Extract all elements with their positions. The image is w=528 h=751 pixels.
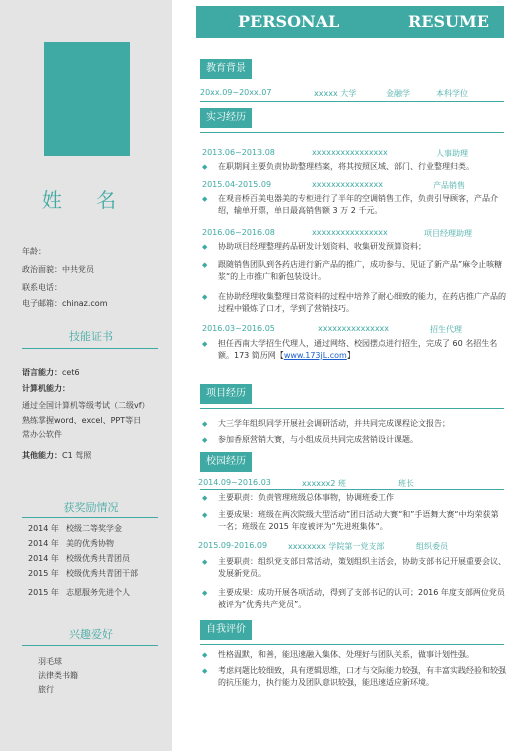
hobby-item: 羽毛球	[38, 657, 62, 666]
job-bullet: 担任西南大学招生代理人，通过网络、校园摆点进行招生，完成了 60 名招生名额。173 简历网【www.173jL.com】	[218, 339, 498, 360]
job-bullet: 在协助经理收集整理日常资料的过程中培养了耐心细致的能力，在药店推广产品的过程中锻炼了口才，学到了营销技巧。	[218, 292, 506, 313]
education-title: 教育背景	[200, 59, 252, 79]
skill-computer-line: 熟练掌握word、excel、PPT等日	[22, 416, 142, 425]
skill-other: 其他能力：C1 驾照	[22, 451, 92, 460]
hobbies-title: 兴趣爱好	[69, 628, 113, 641]
awards-divider	[22, 517, 158, 518]
skills-divider	[22, 348, 158, 349]
skill-computer-label: 计算机能力：	[22, 384, 70, 393]
experience-divider	[200, 132, 504, 133]
diamond-bullet-icon: ◆	[202, 340, 208, 348]
awards-title: 获奖励情况	[63, 501, 119, 514]
evaluation-bullet: 性格温默，和善，能迅速融入集体、处理好与团队关系，做事计划性强。	[218, 650, 474, 659]
project-divider	[200, 408, 504, 409]
diamond-bullet-icon: ◆	[202, 558, 208, 566]
info-phone: 联系电话：	[22, 283, 62, 292]
project-bullet: 参加香原营销大赛，与小组成员共同完成营销设计课题。	[218, 435, 418, 444]
diamond-bullet-icon: ◆	[202, 651, 208, 659]
campus-bullet: 主要成果：班级在两次院级大型活动”团日活动大赛“和”手语舞大赛“中均荣获第一名；班级在 2015 年度被评为”先进班集体“。	[218, 510, 499, 531]
evaluation-bullet: 考虑问题比较细致，具有逻辑思维，口才与交际能力较强，有丰富实践经验和较强的抗压能力，执行能力及团队意识较强，能迅速适应新环境。	[218, 666, 506, 687]
diamond-bullet-icon: ◆	[202, 436, 208, 444]
campus-bullet: 主要职责：组织党支部日常活动，策划组织主活会，协助支部书记开展重要会议、发展新党员。	[218, 557, 506, 578]
project-title: 项目经历	[200, 384, 252, 404]
project-bullet: 大三学年组织同学开展社会调研活动，并共同完成课程论文报告；	[218, 419, 450, 428]
campus-divider	[200, 489, 504, 490]
profile-photo-placeholder	[44, 42, 130, 156]
sidebar	[0, 0, 172, 751]
hobby-item: 法律类书籍	[38, 671, 78, 680]
diamond-bullet-icon: ◆	[202, 511, 208, 519]
diamond-bullet-icon: ◆	[202, 195, 208, 203]
evaluation-divider	[200, 644, 504, 645]
skill-language: 语言能力：cet6	[22, 368, 80, 377]
award-item: 2015 年 志愿服务先进个人	[28, 588, 130, 597]
job-bullet: 在观音桥百美电器美的专柜进行了半年的空调销售工作，负责引导顾客，产品介绍，输单开票，单日最高销售额 3 万 2 千元。	[218, 194, 498, 215]
award-item: 2015 年 校级优秀共青团干部	[28, 569, 138, 578]
info-political-status: 政治面貌：中共党员	[22, 265, 94, 274]
diamond-bullet-icon: ◆	[202, 494, 208, 502]
hobby-item: 旅行	[38, 685, 54, 694]
campus-bullet: 主要职责：负责管理班级总体事物，协调班委工作	[218, 493, 394, 502]
info-email: 电子邮箱：chinaz.com	[22, 299, 108, 308]
job-bullet: 在职期间主要负责协助整理档案，将其按照区域、部门、行业整理归类。	[218, 162, 474, 171]
info-age: 年龄：	[22, 247, 46, 256]
experience-title: 实习经历	[200, 108, 252, 128]
campus-bullet: 主要成果：成功开展各项活动，得到了支部书记的认可；2016 年度支部两位党员被评为“优秀共产党员”。	[218, 588, 505, 609]
job-bullet: 协助项目经理整理药品研发计划资料、收集研发预算资料；	[218, 242, 426, 251]
job-bullet: 跟随销售团队到各药店进行新产品的推广，成功参与、见证了新产品”麻令止咳糖浆“的上市推广和新包装设计。	[218, 260, 503, 281]
diamond-bullet-icon: ◆	[202, 667, 208, 675]
diamond-bullet-icon: ◆	[202, 420, 208, 428]
diamond-bullet-icon: ◆	[202, 261, 208, 269]
award-item: 2014 年 校级优秀共青团员	[28, 554, 130, 563]
evaluation-title: 自我评价	[200, 620, 252, 640]
diamond-bullet-icon: ◆	[202, 293, 208, 301]
resume-banner	[196, 6, 504, 38]
hobbies-divider	[22, 645, 158, 646]
campus-title: 校园经历	[200, 452, 252, 472]
education-divider	[200, 101, 504, 102]
diamond-bullet-icon: ◆	[202, 243, 208, 251]
candidate-name: 姓 名	[41, 188, 131, 212]
website-link[interactable]: www.173jL.com	[283, 351, 347, 360]
award-item: 2014 年 校级二等奖学金	[28, 524, 122, 533]
skill-computer-line: 常办公软件	[22, 430, 62, 439]
banner-word-personal: PERSONAL	[238, 12, 340, 31]
skill-computer-line: 通过全国计算机等级考试（二级vf）	[22, 401, 150, 410]
diamond-bullet-icon: ◆	[202, 589, 208, 597]
skills-title: 技能证书	[69, 330, 113, 343]
award-item: 2014 年 美的优秀协物	[28, 539, 114, 548]
diamond-bullet-icon: ◆	[202, 163, 208, 171]
banner-word-resume: RESUME	[408, 12, 489, 31]
